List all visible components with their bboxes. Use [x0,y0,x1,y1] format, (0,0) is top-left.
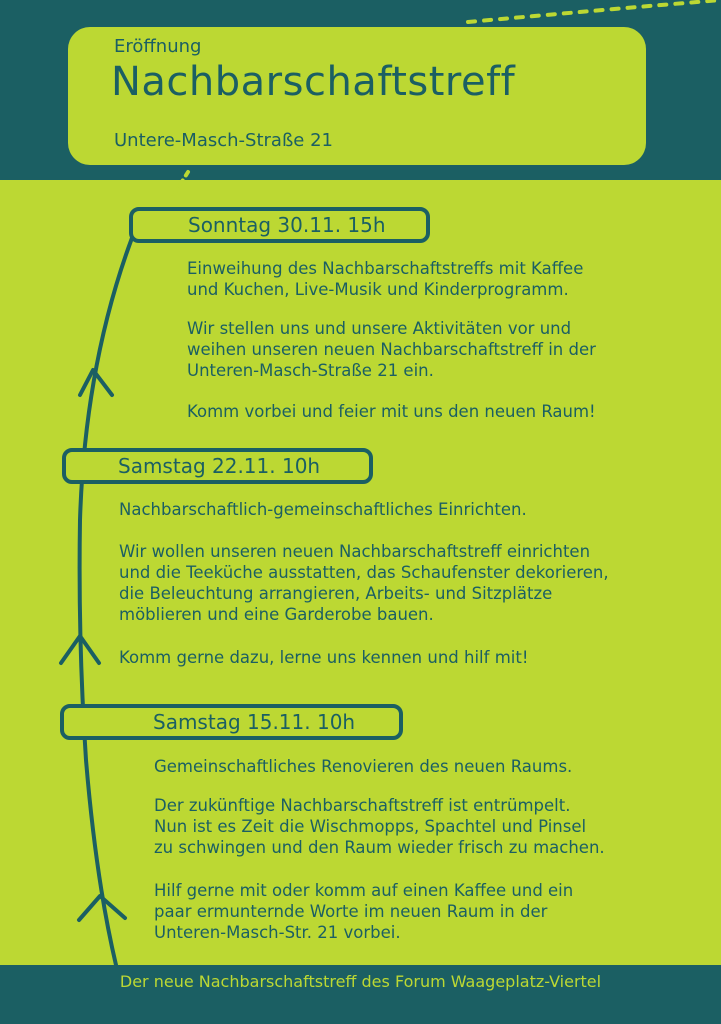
event-date-badge [60,704,403,740]
event-date: Samstag 22.11. 10h [118,454,321,478]
dotted-trail-icon [468,0,721,22]
event-paragraph: Wir stellen uns und unsere Aktivitäten vor und weihen unseren neuen Nachbarschaftstreff in der Unteren-Masch-Straße 21 ein. [187,319,596,380]
event-paragraph: Einweihung des Nachbarschaftstreffs mit Kaffee und Kuchen, Live-Musik und Kinderprogramm. [187,259,584,299]
event-date-badge [129,207,430,243]
eyebrow-label: Eröffnung [114,36,202,57]
event-date-badge [62,448,373,484]
event-date: Sonntag 30.11. 15h [188,213,386,237]
event-paragraph: Komm vorbei und feier mit uns den neuen Raum! [187,402,596,421]
page-title: Nachbarschaftstreff [111,59,516,105]
dotted-connector-icon [168,172,188,204]
event-paragraph: Hilf gerne mit oder komm auf einen Kaffee und ein paar ermunternde Worte im neuen Raum in der Unteren-Masch-Str. 21 vorbei. [154,881,574,942]
title-box [68,27,646,165]
address: Untere-Masch-Straße 21 [114,130,333,151]
event-paragraph: Wir wollen unseren neuen Nachbarschaftstreff einrichten und die Teeküche ausstatten, das Schaufenster dekorieren, die Beleuchtung arrangieren, Arbeits- und Sitzplätze möblieren und eine Garderobe bauen. [119,542,609,624]
timeline-arrow-icon [80,370,112,395]
event-paragraph: Nachbarschaftlich-gemeinschaftliches Einrichten. [119,500,527,519]
timeline-arrow-icon [79,896,125,920]
event-paragraph: Gemeinschaftliches Renovieren des neuen Raums. [154,757,573,776]
event-date: Samstag 15.11. 10h [153,710,356,734]
event-paragraph: Komm gerne dazu, lerne uns kennen und hilf mit! [119,648,529,667]
event-paragraph: Der zukünftige Nachbarschaftstreff ist entrümpelt. Nun ist es Zeit die Wischmopps, Spachtel und Pinsel zu schwingen und den Raum wieder frisch zu machen. [154,796,605,857]
footer-text: Der neue Nachbarschaftstreff des Forum Waageplatz-Viertel [119,972,602,991]
